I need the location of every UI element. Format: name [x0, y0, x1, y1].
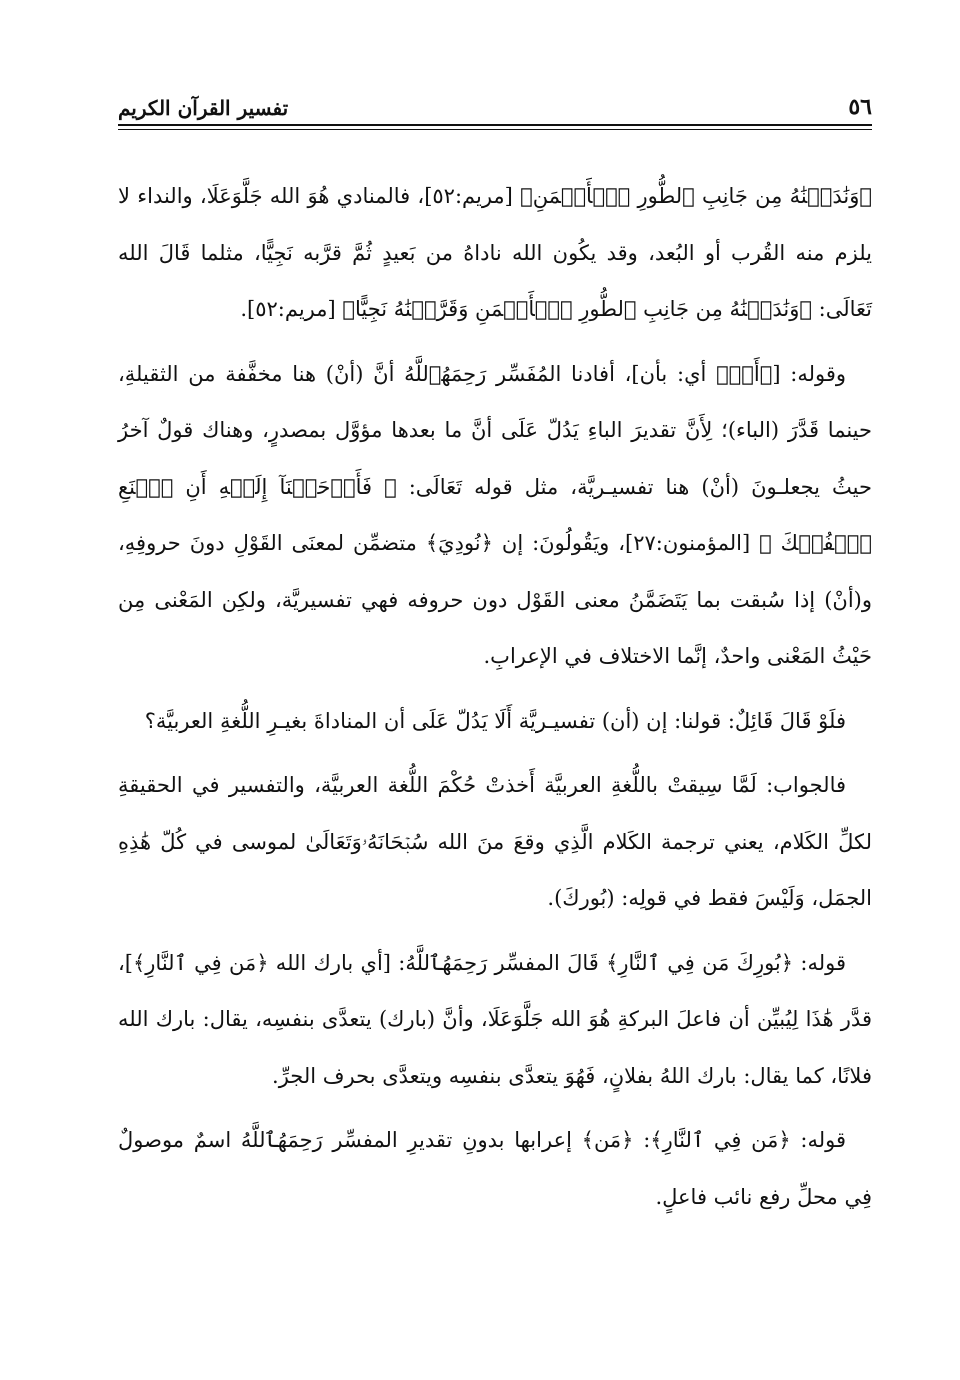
header-divider: [118, 129, 872, 130]
paragraph-6: قوله: ﴿مَن فِي ٱلنَّارِ﴾: ﴿مَن﴾ إعرابها بدونِ تقديرِ المفسِّر رَحِمَهُٱللَّهُ اسمٌ موصولٌ فِي محلِّ رفع نائب فاعلٍ.: [118, 1128, 872, 1209]
paragraph-5: قوله: ﴿بُورِكَ مَن فِي ٱلنَّارِ﴾ قَالَ المفسِّر رَحِمَهُٱللَّهُ: [أي بارك الله ﴿مَن فِي ٱلنَّارِ﴾]، قدَّر هَٰذَا لِيُبيِّن أن فاعلَ البركةِ هُوَ الله جَلَّوَعَلَا، وأنَّ (بارك) يتعدَّى بنفسِه، يقال: بارك الله فلانًا، كما يقال: بارك اللهُ بفلانٍ، فَهُوَ يتعدَّى بنفسِه ويتعدَّى بحرف الجرِّ.: [118, 950, 872, 1088]
paragraph-1: ﴿وَنَٰدَيۡنَٰهُ مِن جَانِبِ ٱلطُّورِ ٱلۡأَيۡمَنِ﴾ [مريم:٥٢]، فالمنادي هُوَ الله جَلَّوَعَلَا، والنداء لا يلزم منه القُرب أو البُعد، وقد يكُون الله ناداهُ من بَعيدٍ ثُمَّ قرَّبه نَجِيًّا، مثلما قَالَ الله تَعَالَى: ﴿وَنَٰدَيۡنَٰهُ مِن جَانِبِ ٱلطُّورِ ٱلۡأَيۡمَنِ وَقَرَّبۡنَٰهُ نَجِيًّا﴾ [مريم:٥٢].: [118, 184, 872, 321]
page-header: [118, 92, 872, 126]
paragraph-2: وقوله: [﴿أَنۢ﴾ أي: بأن]، أفادنا المُفَسِّر رَحِمَهُٱللَّهُ أنَّ (أنْ) هنا مخفَّفة من الثقيلةِ، حينما قَدَّرَ (الباء)؛ لِأَنَّ تقديرَ الباءِ يَدُلّ عَلَى أنَّ ما بعدها مؤوَّل بمصدرٍ، وهناك قولٌ آخرُ حيثُ يجعلـونَ (أنْ) هنا تفسيـريَّة، مثل قوله تَعَالَى: ﴿ فَأَوۡحَيۡنَآ إِلَيۡهِ أَنِ ٱصۡنَعِ ٱلۡفُلۡكَ ﴾ [المؤمنون:٢٧]، ويَقُولُونَ: إن ﴿نُودِيَ﴾ متضمِّن لمعنَى القَوْلِ دونَ حروفِهِ، و(أنْ) إذا سُبقت بما يَتَضَمَّنُ معنى القَوْل دون حروفه فهي تفسيريَّة، ولكِن المَعْنى مِن حَيْثُ المَعْنى واحدٌ، إنَّما الاختلاف في الإعرابِ.: [118, 361, 872, 668]
paragraph-3: فلَوْ قَالَ قَائِلٌ: قولنا: إن (أن) تفسيـريَّة أَلَا يَدُلّ عَلَى أن المناداةَ بغيـرِ اللُّغةِ العربيَّة؟: [144, 708, 846, 733]
paragraph-4: فالجواب: لَمَّا سِيقتْ باللُّغةِ العربيَّة أَخذتْ حُكْمَ اللُّغة العربيَّة، والتفسير في الحقيقةِ لكلِّ الكَلام، يعني ترجمة الكَلام الَّذِي وقعَ منَ الله سُبۡحَانَهُۥوَتَعَالَىٰ لموسى في كُلّ هَٰذِهِ الجمَل، وَلَيْسَ فقط في قولِه: (بُوركَ).: [118, 773, 872, 910]
page-number: ٥٦: [848, 94, 872, 120]
page-body: [118, 168, 872, 1233]
book-title: تفسير القرآن الكريم: [118, 96, 289, 120]
